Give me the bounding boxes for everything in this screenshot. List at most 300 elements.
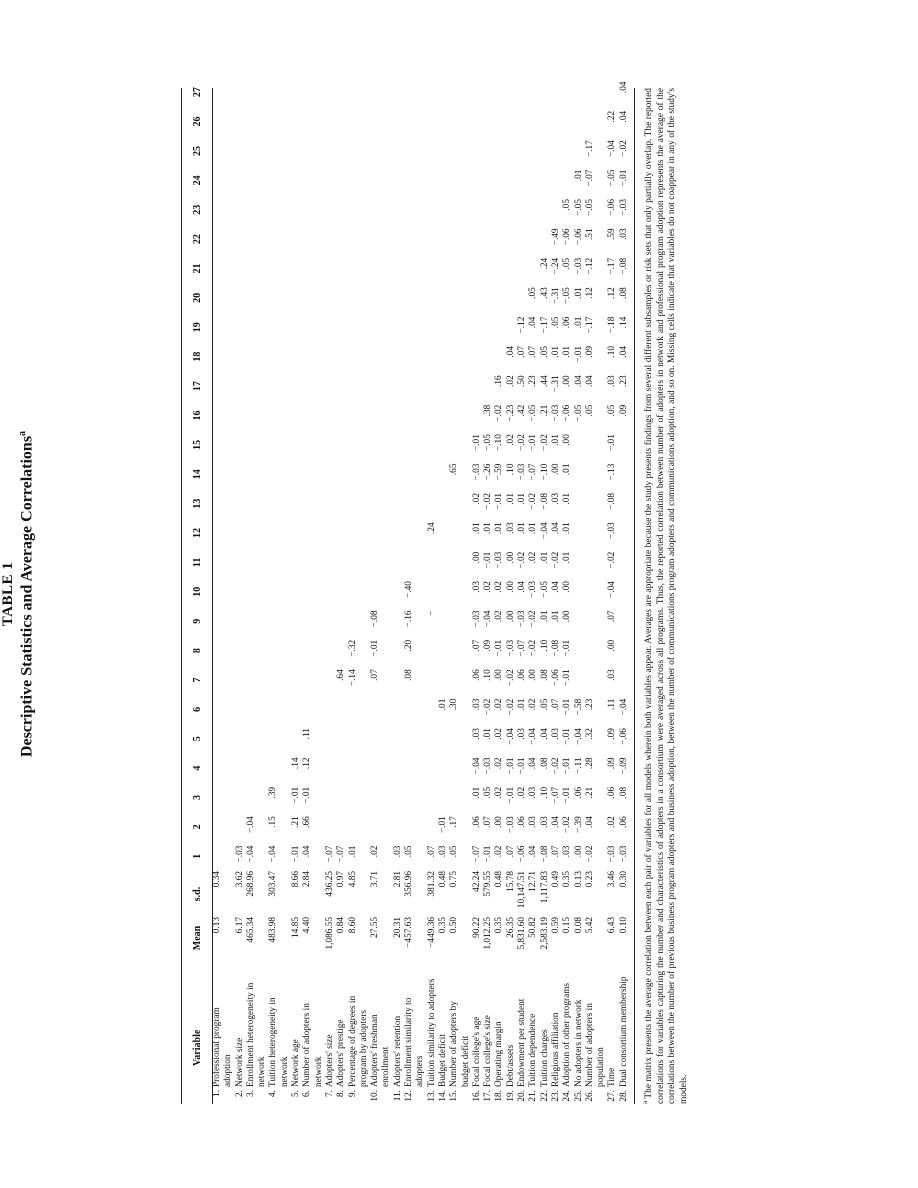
correlation-cell — [235, 136, 246, 165]
table-row — [268, 77, 291, 1104]
table-row — [235, 77, 246, 1104]
correlation-cell — [393, 606, 404, 635]
correlation-cell: −.01 — [618, 169, 629, 187]
variable-label: No adopters in network — [573, 999, 584, 1087]
variable-number: 12. — [404, 1090, 415, 1102]
variable-label: Adopters' freshman enrollment — [370, 1014, 392, 1087]
correlation-cell — [291, 254, 302, 283]
correlation-cell — [235, 636, 246, 665]
correlation-cell — [472, 77, 483, 106]
correlation-cell — [562, 107, 573, 136]
correlation-cell — [291, 665, 302, 694]
variable-cell — [562, 959, 573, 1104]
correlation-cell — [494, 166, 505, 195]
mean-cell: 6.43 — [607, 917, 618, 934]
correlation-cell — [348, 371, 371, 400]
correlation-cell — [506, 107, 517, 136]
header-14: 14 — [191, 469, 203, 480]
correlation-cell — [449, 430, 472, 459]
correlation-cell — [574, 489, 585, 518]
correlation-cell — [291, 695, 302, 724]
correlation-cell — [212, 518, 235, 547]
variable-number: 15. — [449, 1090, 460, 1102]
correlation-cell — [325, 665, 336, 694]
table-row — [325, 77, 336, 1104]
correlation-cell: .07 — [550, 845, 561, 858]
variable-number: 20. — [517, 1090, 528, 1102]
mean-cell: 26.35 — [505, 917, 516, 938]
correlation-cell — [404, 342, 427, 371]
correlation-cell — [325, 77, 336, 106]
correlation-cell — [483, 313, 494, 342]
correlation-cell: .00 — [505, 551, 516, 564]
correlation-cell: .00 — [573, 845, 584, 858]
correlation-cell: .07 — [370, 669, 381, 681]
variable-cell — [427, 959, 438, 1104]
correlation-cell — [585, 460, 608, 489]
correlation-cell: −.04 — [505, 728, 516, 745]
correlation-cell — [438, 783, 449, 812]
correlation-cell — [427, 460, 438, 489]
correlation-cell: .04 — [528, 757, 539, 770]
correlation-cell: −.03 — [471, 610, 482, 628]
correlation-cell — [268, 283, 291, 312]
correlation-cell: .02 — [494, 728, 505, 740]
correlation-cell: .06 — [471, 669, 482, 681]
correlation-cell — [235, 342, 246, 371]
correlation-cell: −.07 — [550, 786, 561, 804]
correlation-cell: −.07 — [471, 845, 482, 863]
correlation-cell — [404, 812, 427, 841]
correlation-cell — [336, 342, 347, 371]
correlation-cell: .03 — [517, 728, 528, 740]
correlation-cell — [246, 195, 269, 224]
table-row — [427, 77, 438, 1104]
correlation-cell — [427, 783, 438, 812]
correlation-cell — [517, 77, 528, 106]
correlation-cell: .21 — [539, 404, 550, 417]
correlation-cell — [449, 77, 472, 106]
correlation-cell — [393, 283, 404, 312]
correlation-cell: −.08 — [539, 492, 550, 510]
correlation-cell — [302, 401, 325, 430]
header-9: 9 — [191, 618, 203, 624]
correlation-cell: .44 — [539, 375, 550, 387]
correlation-cell — [438, 636, 449, 665]
correlation-cell: .14 — [618, 316, 629, 329]
variable-label: Tuition dependence — [528, 1013, 539, 1087]
correlation-cell — [427, 313, 438, 342]
correlation-cell: −.04 — [607, 581, 618, 598]
correlation-cell — [619, 518, 630, 547]
variable-number: 5. — [291, 1090, 302, 1097]
correlation-cell: −.49 — [550, 228, 561, 246]
correlation-cell — [268, 77, 291, 106]
sd-cell: 8.66 — [291, 871, 302, 888]
correlation-cell — [212, 753, 235, 782]
correlation-cell: −.06 — [562, 404, 573, 422]
variable-label: Number of adopters in network — [302, 1003, 324, 1087]
correlation-cell — [449, 606, 472, 635]
correlation-cell: −.05 — [573, 404, 584, 422]
correlation-cell: −.13 — [607, 463, 618, 481]
correlation-cell — [370, 283, 393, 312]
sd-cell: 0.34 — [212, 871, 222, 888]
table-row — [562, 77, 573, 1104]
correlation-cell: .43 — [539, 287, 550, 299]
correlation-cell: .04 — [584, 375, 595, 387]
correlation-cell — [336, 812, 347, 841]
correlation-cell: −.05 — [584, 199, 595, 216]
variable-cell — [551, 959, 562, 1104]
correlation-cell — [302, 695, 325, 724]
correlation-cell: −.01 — [494, 492, 505, 510]
correlation-cell — [404, 371, 427, 400]
table-row — [585, 77, 608, 1104]
correlation-cell — [370, 401, 393, 430]
correlation-cell — [517, 107, 528, 136]
correlation-cell: −.03 — [528, 581, 539, 598]
correlation-cell — [212, 195, 235, 224]
correlation-cell — [246, 77, 269, 106]
correlation-cell: −.01 — [562, 786, 573, 804]
mean-cell: 0.13 — [212, 917, 222, 934]
correlation-cell: .28 — [584, 757, 595, 770]
correlation-cell: .05 — [562, 199, 573, 211]
correlation-cell: .02 — [505, 375, 516, 387]
correlation-cell — [540, 166, 551, 195]
correlation-cell — [302, 136, 325, 165]
correlation-cell — [212, 283, 235, 312]
correlation-cell — [438, 371, 449, 400]
table-body — [212, 77, 630, 1104]
correlation-cell — [438, 195, 449, 224]
correlation-cell — [438, 224, 449, 253]
correlation-cell: −.02 — [494, 404, 505, 422]
correlation-cell: .06 — [607, 786, 618, 799]
correlation-cell: .09 — [607, 757, 618, 770]
correlation-cell — [427, 77, 438, 106]
correlation-cell — [212, 489, 235, 518]
correlation-cell: .09 — [483, 639, 494, 652]
correlation-cell — [235, 577, 246, 606]
correlation-cell — [235, 724, 246, 753]
correlation-cell — [483, 224, 494, 253]
correlation-cell: −.24 — [550, 257, 561, 275]
correlation-cell — [449, 195, 472, 224]
correlation-cell — [517, 195, 528, 224]
sd-cell: 4.85 — [347, 871, 358, 888]
correlation-cell: −.16 — [404, 610, 415, 628]
correlation-cell — [438, 430, 449, 459]
correlation-cell — [291, 283, 302, 312]
correlation-cell — [404, 107, 427, 136]
correlation-cell: .01 — [573, 169, 584, 182]
correlation-cell: −.03 — [573, 257, 584, 275]
variable-number: 23. — [550, 1090, 561, 1102]
correlation-cell — [336, 460, 347, 489]
correlation-cell: .09 — [607, 728, 618, 740]
variable-label: Number of adopters by budget deficit — [449, 1001, 471, 1087]
correlation-cell — [404, 460, 427, 489]
correlation-cell: .02 — [505, 434, 516, 446]
mean-cell: 0.84 — [336, 917, 347, 934]
correlation-cell — [619, 460, 630, 489]
correlation-cell: −.31 — [550, 375, 561, 393]
variable-cell — [506, 959, 517, 1104]
correlation-cell: −.02 — [528, 610, 539, 628]
correlation-cell — [291, 342, 302, 371]
correlation-cell — [506, 136, 517, 165]
correlation-cell: −.31 — [550, 287, 561, 305]
correlation-cell — [268, 136, 291, 165]
correlation-cell: .10 — [539, 639, 550, 652]
correlation-cell: .21 — [291, 816, 302, 828]
correlation-cell: .06 — [618, 816, 629, 828]
correlation-cell — [472, 224, 483, 253]
correlation-cell: .01 — [562, 522, 573, 534]
correlation-cell: −.05 — [573, 199, 584, 216]
correlation-cell — [619, 577, 630, 606]
correlation-cell: −.05 — [539, 581, 550, 598]
correlation-cell — [212, 577, 235, 606]
correlation-cell: .03 — [471, 698, 482, 711]
correlation-cell — [235, 665, 246, 694]
correlation-cell — [212, 77, 235, 106]
variable-number: 24. — [562, 1090, 573, 1102]
correlation-cell — [494, 283, 505, 312]
sd-cell: 0.97 — [336, 871, 347, 888]
correlation-cell — [212, 548, 235, 577]
correlation-cell: .04 — [302, 845, 313, 858]
correlation-cell — [235, 401, 246, 430]
correlation-cell — [212, 166, 235, 195]
correlation-cell — [336, 518, 347, 547]
correlation-cell — [336, 195, 347, 224]
correlation-cell: −.32 — [347, 639, 358, 657]
correlation-cell — [325, 636, 336, 665]
correlation-cell — [235, 548, 246, 577]
correlation-cell — [246, 606, 269, 635]
correlation-cell — [246, 136, 269, 165]
correlation-cell: −.02 — [505, 669, 516, 687]
correlation-cell — [348, 489, 371, 518]
correlation-cell — [246, 460, 269, 489]
table-title — [17, 0, 36, 1188]
mean-cell: 5.42 — [584, 917, 595, 934]
correlation-cell — [235, 371, 246, 400]
header-27: 27 — [191, 87, 203, 98]
correlation-cell: −.04 — [483, 610, 494, 628]
correlation-cell — [370, 371, 393, 400]
correlation-cell: .22 — [607, 110, 618, 123]
correlation-cell — [268, 489, 291, 518]
correlation-cell — [472, 313, 483, 342]
mean-cell: −449.36 — [426, 917, 437, 948]
correlation-cell — [268, 166, 291, 195]
footnote-mark: a — [641, 1100, 649, 1104]
correlation-cell — [370, 812, 393, 841]
variable-number: 22. — [539, 1090, 550, 1102]
correlation-cell — [348, 724, 371, 753]
variable-number: 16. — [471, 1090, 482, 1102]
correlation-cell — [325, 548, 336, 577]
correlation-cell: .01 — [550, 610, 561, 623]
correlation-cell — [348, 460, 371, 489]
correlation-cell — [246, 430, 269, 459]
correlation-cell: −.02 — [483, 492, 494, 510]
variable-cell — [438, 959, 449, 1104]
correlation-cell — [427, 724, 438, 753]
correlation-cell — [393, 77, 404, 106]
correlation-cell — [393, 401, 404, 430]
correlation-cell — [449, 107, 472, 136]
correlation-cell — [212, 430, 235, 459]
correlation-cell: .11 — [607, 698, 618, 710]
correlation-cell: .00 — [505, 610, 516, 623]
correlation-cell — [427, 254, 438, 283]
correlation-cell: .01 — [517, 492, 528, 505]
table-row — [619, 77, 630, 1104]
table-row — [483, 77, 494, 1104]
correlation-cell — [528, 107, 539, 136]
correlation-cell: .24 — [426, 522, 437, 534]
correlation-cell — [540, 107, 551, 136]
correlation-cell: .05 — [550, 316, 561, 329]
variable-number: 4. — [268, 1090, 279, 1097]
header-sd: s.d. — [191, 886, 203, 902]
correlation-cell — [268, 518, 291, 547]
correlation-cell — [302, 577, 325, 606]
correlation-cell — [348, 254, 371, 283]
correlation-cell — [348, 224, 371, 253]
correlation-cell — [427, 107, 438, 136]
correlation-cell — [585, 636, 608, 665]
correlation-cell — [438, 107, 449, 136]
variable-cell — [483, 959, 494, 1104]
correlation-cell — [325, 518, 336, 547]
correlation-cell: −.59 — [494, 463, 505, 481]
correlation-cell — [291, 460, 302, 489]
correlation-cell: −.14 — [347, 669, 358, 687]
correlation-cell: −.03 — [505, 639, 516, 657]
table-row — [540, 77, 551, 1104]
correlation-cell — [528, 195, 539, 224]
table-number: TABLE 1 — [0, 561, 16, 627]
correlation-cell — [212, 783, 235, 812]
correlation-cell: .66 — [302, 816, 313, 828]
mean-cell: 0.59 — [550, 917, 561, 934]
correlation-cell — [483, 371, 494, 400]
correlation-cell — [235, 107, 246, 136]
correlation-cell — [438, 401, 449, 430]
correlation-cell: .06 — [471, 816, 482, 828]
correlation-cell — [540, 136, 551, 165]
correlation-cell: .64 — [336, 669, 347, 681]
correlation-cell — [438, 313, 449, 342]
variable-number: 3. — [245, 1090, 256, 1097]
correlation-cell — [551, 166, 562, 195]
correlation-cell: .02 — [483, 581, 494, 593]
correlation-cell — [393, 548, 404, 577]
correlation-cell — [302, 195, 325, 224]
sd-cell: 268.96 — [245, 871, 256, 897]
correlation-cell — [438, 136, 449, 165]
correlation-cell — [438, 518, 449, 547]
correlation-cell — [427, 665, 438, 694]
correlation-cell — [438, 283, 449, 312]
correlation-cell — [291, 489, 302, 518]
correlation-cell — [472, 401, 483, 430]
correlation-cell — [449, 753, 472, 782]
correlation-cell: .05 — [539, 345, 550, 358]
correlation-cell — [246, 401, 269, 430]
variable-number: 18. — [494, 1090, 505, 1102]
correlation-cell — [246, 313, 269, 342]
correlation-cell: −.17 — [539, 316, 550, 334]
correlation-cell: −.40 — [404, 581, 415, 598]
correlation-cell — [235, 783, 246, 812]
table-row — [438, 77, 449, 1104]
correlation-cell: −.02 — [607, 551, 618, 569]
correlation-cell: −.03 — [550, 404, 561, 422]
variable-number: 13. — [426, 1090, 437, 1102]
sd-cell: 436.25 — [324, 871, 335, 897]
correlation-cell — [370, 166, 393, 195]
correlation-cell: .02 — [494, 698, 505, 711]
correlation-cell — [235, 313, 246, 342]
correlation-cell — [325, 136, 336, 165]
correlation-cell — [449, 577, 472, 606]
correlation-cell: .01 — [573, 287, 584, 299]
correlation-cell — [494, 254, 505, 283]
correlation-cell — [268, 371, 291, 400]
correlation-cell — [370, 548, 393, 577]
correlation-cell — [517, 224, 528, 253]
correlation-cell — [585, 77, 608, 106]
correlation-cell — [449, 783, 472, 812]
correlation-cell — [449, 489, 472, 518]
correlation-cell — [268, 430, 291, 459]
correlation-cell — [438, 342, 449, 371]
correlation-cell — [348, 77, 371, 106]
correlation-cell — [393, 166, 404, 195]
correlation-cell: −.03 — [517, 463, 528, 481]
correlation-cell — [619, 665, 630, 694]
correlation-cell: .65 — [449, 463, 460, 476]
variable-cell — [619, 959, 630, 1104]
sd-cell: 10,147.51 — [517, 871, 528, 909]
correlation-cell — [268, 460, 291, 489]
variable-cell — [517, 959, 528, 1104]
variable-cell — [325, 959, 336, 1104]
correlation-cell: −.04 — [528, 728, 539, 745]
correlation-cell: .02 — [494, 610, 505, 623]
correlation-cell — [212, 371, 235, 400]
correlation-cell — [336, 224, 347, 253]
correlation-cell: .09 — [584, 345, 595, 358]
correlation-cell — [562, 136, 573, 165]
variable-label: Focal college's age — [471, 1016, 482, 1087]
mean-cell: 0.08 — [573, 917, 584, 934]
correlation-cell — [268, 695, 291, 724]
correlation-cell — [427, 136, 438, 165]
variable-cell — [574, 959, 585, 1104]
table-row — [574, 77, 585, 1104]
table-row — [336, 77, 347, 1104]
correlation-cell: .15 — [268, 816, 279, 828]
correlation-cell: .07 — [483, 816, 494, 828]
